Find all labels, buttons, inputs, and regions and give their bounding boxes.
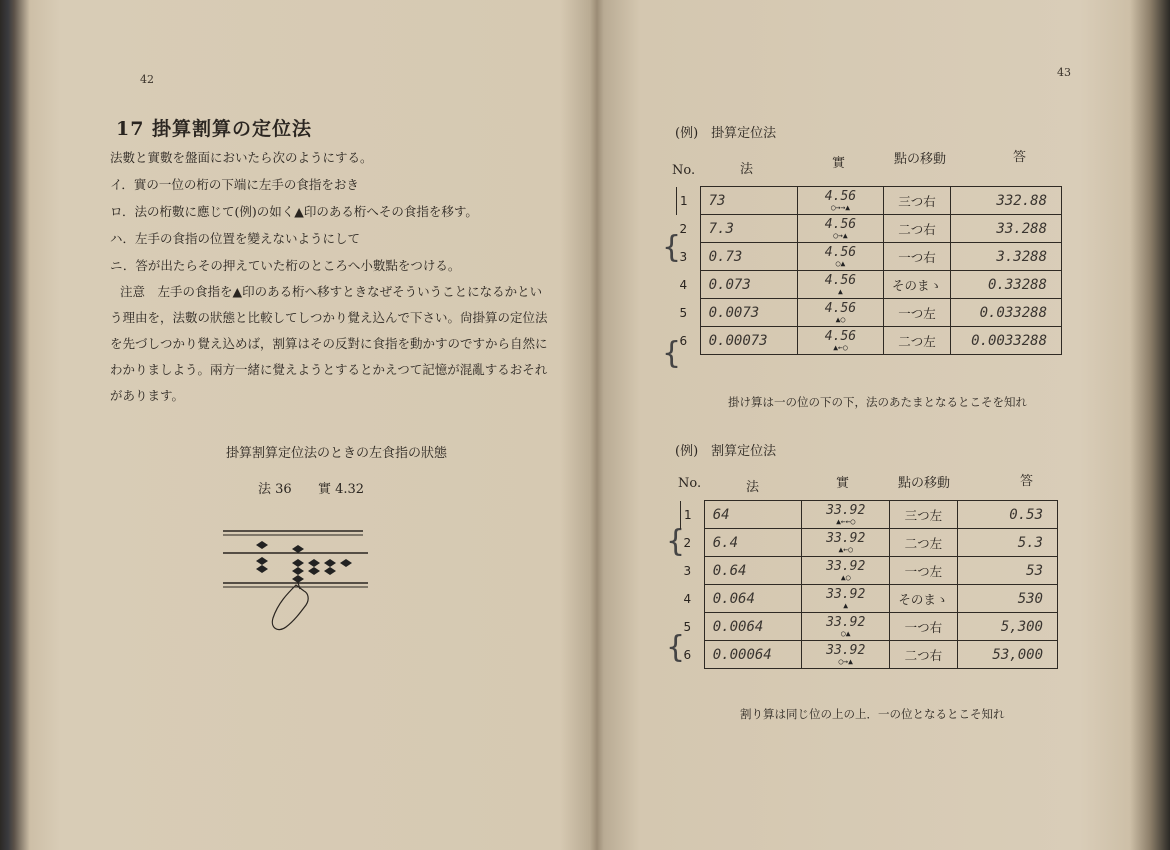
table-row	[677, 299, 1062, 327]
answer-cell: 530	[957, 585, 1058, 613]
decimal-shift-mark: ▲○	[835, 315, 846, 324]
jitsu-cell	[797, 187, 883, 215]
figure-caption: 掛算割算定位法のときの左食指の狀態	[226, 446, 448, 461]
header-no: No.	[678, 476, 702, 491]
row-number: 6	[679, 333, 688, 348]
move-cell: そのまゝ	[890, 585, 957, 613]
header-jitsu: 實	[832, 156, 846, 171]
move-cell: そのまゝ	[884, 271, 951, 299]
row-number: 3	[683, 563, 692, 578]
jitsu-cell	[797, 299, 883, 327]
jitsu-value: 33.92	[826, 587, 866, 602]
ho-cell: 0.0064	[704, 613, 801, 641]
decimal-shift-mark: ▲←←○	[836, 517, 856, 526]
move-cell: 一つ左	[884, 299, 951, 327]
figure-value-ho: 法 36	[258, 482, 292, 497]
division-note: 割り算は同じ位の上の上．一の位となるとこそ知れ	[740, 707, 1005, 721]
jitsu-cell	[797, 215, 883, 243]
group-brace: {	[662, 336, 682, 371]
answer-cell: 332.88	[950, 187, 1061, 215]
jitsu-cell	[802, 585, 890, 613]
decimal-shift-mark: ▲	[843, 601, 849, 610]
group-brace: {	[666, 524, 686, 559]
jitsu-value: 4.56	[824, 329, 857, 344]
abacus-hand-illustration	[218, 523, 378, 638]
decimal-shift-mark: ○→▲	[838, 657, 853, 666]
header-move: 點の移動	[898, 476, 951, 491]
ho-cell: 73	[700, 187, 797, 215]
decimal-shift-mark: ▲←○	[838, 545, 853, 554]
text-line: ロ．法の桁數に應じて(例)の如く▲印のある桁へその食指を移す。	[110, 204, 478, 219]
decimal-shift-mark: ○→→▲	[830, 203, 851, 212]
text-line: わかりましよう。兩方一緒に覺えようとするとかえつて記憶が混亂するおそれ	[110, 362, 548, 377]
decimal-shift-mark: ▲	[838, 287, 843, 296]
move-cell: 三つ左	[890, 501, 957, 529]
ho-cell: 0.00064	[704, 641, 801, 669]
header-jitsu: 實	[836, 476, 850, 491]
move-cell: 三つ右	[884, 187, 951, 215]
move-cell: 二つ右	[890, 641, 957, 669]
ho-cell: 0.00073	[700, 327, 797, 355]
row-number: 4	[683, 591, 692, 606]
jitsu-cell	[802, 641, 890, 669]
move-cell: 一つ左	[890, 557, 957, 585]
move-cell: 二つ右	[884, 215, 951, 243]
ho-cell: 0.064	[704, 585, 801, 613]
row-number: 5	[679, 305, 688, 320]
table-row	[677, 215, 1062, 243]
right-page	[600, 18, 1145, 836]
move-cell: 一つ右	[884, 243, 951, 271]
jitsu-cell	[797, 243, 883, 271]
table-row	[677, 243, 1062, 271]
multiplication-example-label: (例) 掛算定位法	[675, 126, 777, 141]
header-ans: 答	[1020, 474, 1034, 489]
decimal-shift-mark: ○→▲	[833, 231, 848, 240]
section-title: 17 掛算割算の定位法	[116, 118, 313, 140]
header-no: No.	[672, 163, 696, 178]
left-page	[28, 18, 593, 836]
text-line: イ．實の一位の桁の下端に左手の食指をおき	[110, 177, 359, 192]
header-ho: 法	[746, 480, 760, 495]
answer-cell: 33.288	[950, 215, 1061, 243]
text-line: 法數と實數を盤面においたら次のようにする。	[110, 150, 373, 165]
jitsu-value: 33.92	[826, 643, 866, 658]
ho-cell: 0.073	[700, 271, 797, 299]
row-number: 1	[677, 187, 701, 215]
jitsu-value: 33.92	[826, 615, 866, 630]
answer-cell: 5.3	[957, 529, 1058, 557]
row-number: 6	[683, 647, 692, 662]
group-brace: {	[662, 230, 682, 265]
jitsu-value: 4.56	[824, 189, 857, 204]
jitsu-value: 4.56	[824, 273, 857, 288]
text-line: 注意 左手の食指を▲印のある桁へ移すときなぜそういうことになるかとい	[120, 284, 543, 299]
group-brace: {	[666, 630, 686, 665]
answer-cell: 53	[957, 557, 1058, 585]
text-line: があります。	[110, 388, 185, 403]
page-number: 42	[140, 73, 154, 86]
jitsu-cell	[797, 327, 883, 355]
jitsu-value: 4.56	[824, 217, 857, 232]
text-line: ニ．答が出たらその押えていた桁のところへ小數點をつける。	[110, 258, 461, 273]
multiplication-table	[676, 186, 1062, 355]
table-row	[677, 271, 1062, 299]
jitsu-cell	[802, 529, 890, 557]
table-row	[677, 187, 1062, 215]
table-row	[681, 501, 1058, 529]
ho-cell: 64	[704, 501, 801, 529]
table-row	[681, 585, 1058, 613]
jitsu-value: 33.92	[826, 531, 866, 546]
jitsu-value: 4.56	[824, 245, 857, 260]
ho-cell: 0.64	[704, 557, 801, 585]
decimal-shift-mark: ○▲	[840, 629, 851, 638]
text-line: ハ．左手の食指の位置を變えないようにして	[110, 231, 361, 246]
jitsu-value: 4.56	[824, 301, 857, 316]
jitsu-cell	[802, 557, 890, 585]
row-number: 2	[683, 535, 692, 550]
decimal-shift-mark: ○▲	[835, 259, 846, 268]
ho-cell: 6.4	[704, 529, 801, 557]
answer-cell: 53,000	[957, 641, 1058, 669]
header-ans: 答	[1013, 150, 1027, 165]
row-number: 4	[679, 277, 688, 292]
row-number: 1	[681, 501, 705, 529]
answer-cell: 0.53	[957, 501, 1058, 529]
jitsu-value: 33.92	[826, 503, 866, 518]
division-table	[680, 500, 1058, 669]
decimal-shift-mark: ▲○	[840, 573, 851, 582]
figure-value-jitsu: 實 4.32	[318, 482, 365, 497]
row-number: 3	[679, 249, 688, 264]
jitsu-cell	[802, 613, 890, 641]
multiplication-note: 掛け算は一の位の下の下，法のあたまとなるとこそを知れ	[728, 395, 1027, 409]
table-row	[681, 641, 1058, 669]
answer-cell: 0.0033288	[950, 327, 1061, 355]
table-row	[677, 327, 1062, 355]
page-number: 43	[1057, 66, 1071, 79]
text-line: を先づしつかり覺え込めば，割算はその反對に食指を動かすのですから自然に	[110, 336, 548, 351]
move-cell: 二つ左	[884, 327, 951, 355]
jitsu-cell	[802, 501, 890, 529]
move-cell: 二つ左	[890, 529, 957, 557]
table-row	[681, 557, 1058, 585]
row-number: 5	[683, 619, 692, 634]
header-ho: 法	[740, 162, 754, 177]
answer-cell: 0.033288	[950, 299, 1061, 327]
text-line: う理由を，法數の狀態と比較してしつかり覺え込んで下さい。尙掛算の定位法	[110, 310, 548, 325]
ho-cell: 0.0073	[700, 299, 797, 327]
ho-cell: 0.73	[700, 243, 797, 271]
jitsu-cell	[797, 271, 883, 299]
answer-cell: 3.3288	[950, 243, 1061, 271]
header-move: 點の移動	[894, 152, 947, 167]
answer-cell: 5,300	[957, 613, 1058, 641]
ho-cell: 7.3	[700, 215, 797, 243]
table-row	[681, 613, 1058, 641]
division-example-label: (例) 割算定位法	[675, 444, 777, 459]
decimal-shift-mark: ▲←○	[833, 343, 848, 352]
jitsu-value: 33.92	[826, 559, 866, 574]
move-cell: 一つ右	[890, 613, 957, 641]
row-number: 2	[679, 221, 688, 236]
table-row	[681, 529, 1058, 557]
answer-cell: 0.33288	[950, 271, 1061, 299]
